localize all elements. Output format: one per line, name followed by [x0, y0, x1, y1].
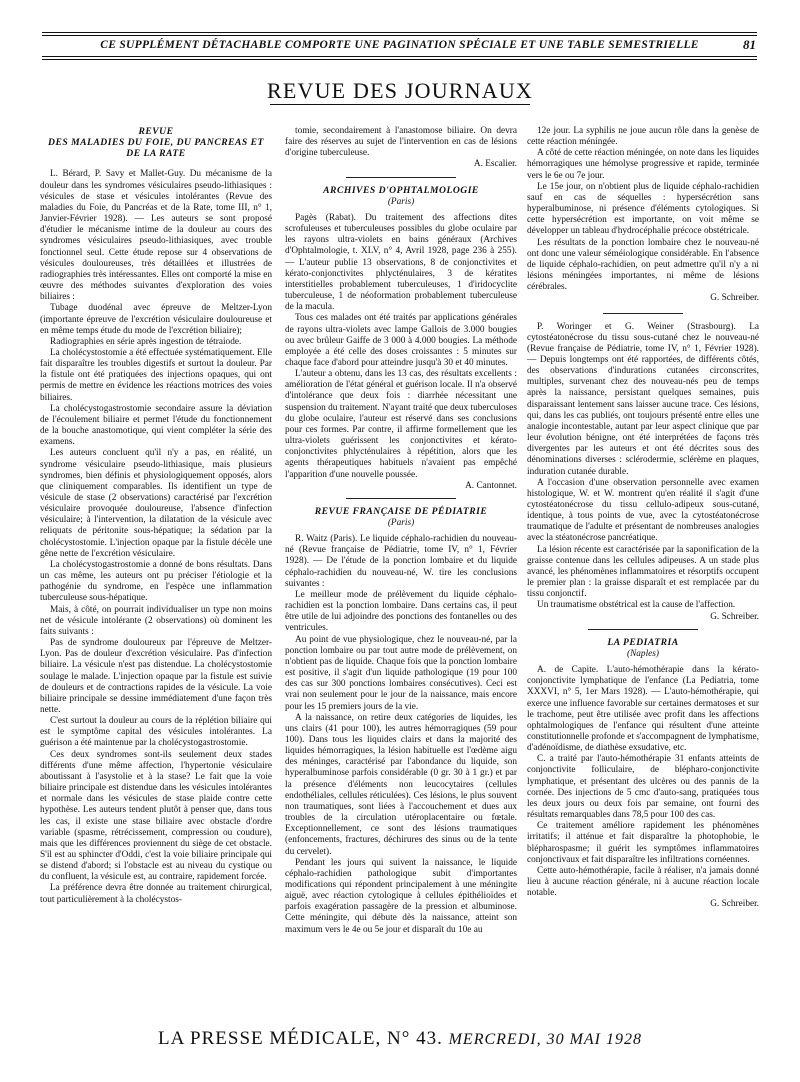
article-paragraph: 12e jour. La syphilis ne joue aucun rôle dans la genèse de cette réaction méningée. [527, 126, 759, 148]
footer [0, 1028, 800, 1050]
article-paragraph: Mais, à côté, on pourrait individualiser un type non moins net de vésicule intolérante (2 observations) où dominent les faits suivants : [40, 604, 272, 637]
article-paragraph: Les résultats de la ponction lombaire chez le nouveau-né ont donc une valeur séméiologique considérable. En l'absence de liquide céphalo-rachidien, on peut admettre qu'il n'y a ni lésions méningées importantes, ni même de lésions cérébrales. [527, 237, 759, 293]
article-paragraph: Les auteurs concluent qu'il n'y a pas, en réalité, un syndrome vésiculaire pseudo-lithiasique, mais plusieurs syndromes, bien définis et physiologiquement opposés, alors que cliniquement comparables. Ils identifient un type de vésicule de stase (2 observations) caractérisé par l'excrétion vésiculaire provoquée douloureuse, l'absence d'infection vésiculaire; à l'intervention, la dilatation de la vésicule avec reliquats de péritonite sous-hépatique; la sédation par la cholécystostomie. L'injection opaque par la fistule décèle une gêne nette de l'excrétion vésiculaire. [40, 448, 272, 559]
section-subtitle: (Paris) [387, 518, 415, 528]
author-signature: A. Cantonnet. [465, 480, 517, 491]
article-paragraph: A la naissance, on retire deux catégories de liquides, les uns clairs (41 pour 100), les autres hémorragiques (59 pour 100). Dans tous les liquides clairs et dans la majorité des liquides hémorragiques, la lésion habituelle est l'œdème aigu des méninges, caractérisé par l'abondance du liquide, son hyperalbuminose parfois considérable (0 gr. 30 à 1 gr.) et par la présence d'éléments non leucocytaires (cellules endothéliales, cellules réticulées). Ces lésions, le plus souvent non traumatiques, sont liées à l'accouchement et dues aux troubles de la circulation utéroplacentaire ou fœtale. Exceptionnellement, ce sont des lésions traumatiques (enfoncements, fractures, déchirures des sinus ou de la tente du cervelet). [285, 712, 517, 857]
page-title: REVUE DES JOURNAUX [266, 78, 534, 103]
article-paragraph: Le meilleur mode de prélèvement du liquide céphalo-rachidien est la ponction lombaire. Dans certains cas, il peut être utile de lui adjoindre des ponctions des fontanelles ou des ventricules. [285, 589, 517, 634]
article-paragraph: Ce traitement améliore rapidement les phénomènes irritatifs; il atténue et fait disparaître la photophobie, le blépharospasme; il guérit les symptômes inflammatoires conjonctivaux et fait disparaître les infiltrations cornéennes. [527, 821, 759, 865]
article-paragraph: Le 15e jour, on n'obtient plus de liquide céphalo-rachidien sauf en cas de séquelles : hypersécrétion sans hyperalbuminose, ni présence d'éléments cytologiques. Si cette hypersécrétion est importante, on voit même se développer un tableau d'hydrocéphalie précoce obstétricale. [527, 181, 759, 237]
article-paragraph: C. a traité par l'auto-hémothérapie 31 enfants atteints de conjonctivite folliculaire, de blépharo-conjonctivite lymphatique, et présentant des ulcères ou des pannis de la cornée. Des injections de 5 cmc d'auto-sang, pratiquées tous les deux jours ou deux fois par semaine, ont fourni des résultats remarquables dans 78,5 pour 100 des cas. [527, 754, 759, 821]
author-signature: G. Schreiber. [710, 899, 759, 910]
page-number: 81 [743, 37, 756, 52]
article-paragraph: A l'occasion d'une observation personnelle avec examen histologique, W. et W. montrent qu'en réalité il s'agit d'une cytostéatonécrose du tissu cellulo-adipeux sous-cutané, identique, à tous points de vue, avec la cytostéatonécrose traumatique de l'adulte et présentant de nombreuses analogies avec la stéatonécrose pancréatique. [527, 477, 759, 544]
article-paragraph: A. de Capite. L'auto-hémothérapie dans la kérato-conjonctivite lymphatique de l'enfance (La Pediatria, tome XXXVI, n° 5, 1er Mars 1928). — L'auto-hémothérapie, qui exerce une influence favorable sur certaines dermatoses et sur le trachome, peut être utilisée avec profit dans les affections ophtalmologiques de l'enfance qui résultent d'une atteinte constitutionnelle profonde et s'accompagnent de lymphatisme, d'adénoïdisme, de diathèse exsudative, etc. [527, 665, 759, 754]
running-header: CE SUPPLÉMENT DÉTACHABLE COMPORTE UNE PAGINATION SPÉCIALE ET UNE TABLE SEMESTRIELLE [100, 39, 699, 51]
article-paragraph: La cholécystostomie a été effectuée systématiquement. Elle fait disparaître les troubles digestifs et surtout la douleur. Par la fistule ont été pratiquées des injections opaques, qui ont permis de mettre en évidence les réactions motrices des voies biliaires. [40, 347, 272, 403]
article-paragraph: La cholécystogastrostomie a donné de bons résultats. Dans un cas même, les auteurs ont pu préciser l'étiologie et la pathogénie du syndrome, en l'espèce une inflammation tuberculeuse sous-hépatique. [40, 559, 272, 604]
article-paragraph: P. Woringer et G. Weiner (Strasbourg). La cytostéatonécrose du tissu sous-cutané chez le nouveau-né (Revue française de Pédiatrie, tome IV, n° 1, Février 1928). — Depuis longtemps ont été rapportées, de différents côtés, des observations d'indurations cutanées circonscrites, multiples, survenant chez des nouveau-nés peu de temps après la naissance, persistant quelques semaines, puis disparaissant lentement sans laisser aucune trace. Ces lésions, qui, dans les cas publiés, ont toujours présenté entre elles une analogie incontestable, autant par leur aspect clinique que par leur évolution bénigne, ont été interprétées de façons très divergentes par les auteurs et ont été décrites sous des dénominations diverses : sclérodermie, sclérème en plaques, induration cutanée durable. [527, 321, 759, 477]
article-paragraph: Tous ces malades ont été traités par applications générales de rayons ultra-violets avec lampe Gallois de 3.000 bougies ou avec brûleur Gaiffe de 3 000 à 4.000 bougies. La méthode employée a été celle des doses croissantes : 5 minutes sur chaque face d'abord pour atteindre jusqu'à 30 et 40 minutes. [285, 313, 517, 368]
footer-journal: LA PRESSE MÉDICALE, N° 43. [158, 1028, 443, 1049]
section-title: REVUE [138, 126, 174, 137]
section-subtitle: (Paris) [387, 196, 415, 207]
article-paragraph: La cholécystogastrostomie secondaire assure la déviation de l'écoulement biliaire et permet l'étude du fonctionnement de la bouche anastomotique, qui vient compléter la série des examens. [40, 403, 272, 448]
header-bottom-rule [42, 56, 757, 60]
article-paragraph: Pagès (Rabat). Du traitement des affections dites scrofuleuses et tuberculeuses possibles du globe oculaire par les rayons ultra-violets en bains généraux (Archives d'Ophtalmologie, t. XLV, n° 4, Avril 1928, page 236 à 255). — L'auteur publie 13 observations, 8 de conjonctivites et kérato-conjonctivites phlycténulaires, 3 de kératites interstitielles probablement tuberculeuses, 1 d'iridocyclite tuberculeuse, 1 de néoformation probablement tuberculeuse de la macula. [285, 212, 517, 313]
section-subtitle: DES MALADIES DU FOIE, DU PANCREAS ET DE LA RATE [48, 137, 264, 160]
section-title: ARCHIVES D'OPHTALMOLOGIE [323, 184, 479, 196]
article-paragraph: A côté de cette réaction méningée, on note dans les liquides hémorragiques une hémolyse progressive et rapide, terminée vers le 6e ou 7e jour. [527, 148, 759, 181]
author-signature: G. Schreiber. [710, 293, 759, 304]
column-3 [527, 126, 759, 916]
article-paragraph: R. Waitz (Paris). Le liquide céphalo-rachidien du nouveau-né (Revue française de Pédiatrie, tome IV, n° 1, Février 1928). — De l'étude de la ponction lombaire et du liquide céphalo-rachidien du nouveau-né, W. tire les conclusions suivantes : [285, 534, 517, 589]
article-paragraph: Cette auto-hémothérapie, facile à réaliser, n'a jamais donné lieu à aucune réaction générale, ni à aucune réaction locale notable. [527, 865, 759, 899]
article-paragraph: Pas de syndrome douloureux par l'épreuve de Meltzer-Lyon. Pas de douleur d'excrétion vésiculaire. Pas d'infection biliaire. La vésicule n'est pas distendue. La cholécystostomie soulage le malade. L'injection opaque par la fistule est suivie de douleurs et de contractions rapides de la vésicule. La voie biliaire principale se dessine immédiatement d'une façon très nette. [40, 638, 272, 715]
article-paragraph: C'est surtout la douleur au cours de la réplétion biliaire qui est le symptôme capital des vésicules intolérantes. La guérison a été maintenue par la cholécystogastrostomie. [40, 716, 272, 749]
article-paragraph: L. Bérard, P. Savy et Mallet-Guy. Du mécanisme de la douleur dans les syndromes vésiculaires pseudo-lithiasiques : vésicules de stase et vésicules intolérantes (Revue des maladies du Foie, du Pancréas et de la Rate, tome III, n° 1, Janvier-Février 1928). — Les auteurs se sont proposé d'étudier le mécanisme intime de la douleur au cours des syndromes vésiculaires pseudo-lithiasiques, avec trouble fonctionnel seul. Cette étude repose sur 4 observations de vésicules douloureuses, très détaillées et illustrées de radiographies très intéressantes. Elles ont comporté la mise en œuvre des méthodes suivantes d'exploration des voies biliaires : [40, 169, 272, 303]
section-subtitle: (Naples) [626, 648, 660, 659]
column-2 [285, 126, 517, 936]
title-rule [270, 104, 530, 105]
article-paragraph: tomie, secondairement à l'anastomose biliaire. On devra faire des réserves au sujet de l'intervention en cas de lésions d'origine tuberculeuse. [285, 126, 517, 159]
section-title: LA PEDIATRIA [607, 636, 679, 648]
article-paragraph: L'auteur a obtenu, dans les 13 cas, des résultats excellents : amélioration de l'état général et guérison locale. Il n'a observé d'intolérance que deux fois : diarrhée nécessitant une suspension du traitement. N'ayant traité que deux tuberculoses du globe oculaire, l'auteur est réservé dans ses conclusions pour ces formes. Par contre, il affirme formellement que les ultra-violets guérissent les conjonctivites et kérato-conjonctivites phlycténulaires à répétition, alors que les agents thérapeutiques habituels n'avaient pas empêché l'apparition d'une nouvelle poussée. [285, 369, 517, 480]
article-paragraph: La préférence devra être donnée au traitement chirurgical, tout particulièrement à la cholécystos- [40, 883, 272, 905]
article-paragraph: Pendant les jours qui suivent la naissance, le liquide céphalo-rachidien pathologique subit d'importantes modifications qui répondent principalement à une méningite aiguë, avec réaction cytologique à cellules épithélioïdes et parfois exagération passagère de la pression et albuminose. Cette méningite, qui débute dès la naissance, atteint son maximum vers le 4e ou 5e jour et disparaît du 10e au [285, 857, 517, 935]
section-divider [346, 177, 456, 178]
article-paragraph: Radiographies en série après ingestion de tétraiode. [50, 336, 242, 347]
article-divider [603, 313, 683, 314]
article-paragraph: Ces deux syndromes sont-ils seulement deux stades différents d'une même affection, l'hypertonie vésiculaire aboutissant à l'asystolie et à la stase? Le fait que la voie biliaire principale est distendue dans les vésicules intolérantes et normale dans les vésicules de stase plaide contre cette hypothèse. Les auteurs tendent plutôt à penser que, dans tous les cas, il existe une stase biliaire avec obstacle d'ordre variable (spasme, rétrécissement, compression ou coudure), mais que les différences proviennent du siège de cet obstacle. S'il est au sphincter d'Oddi, c'est la voie biliaire principale qui se distend d'abord; si l'obstacle est au niveau du cystique ou du confluent, la vésicule est, au contraire, rapidement forcée. [40, 749, 272, 883]
article-paragraph: Un traumatisme obstétrical est la cause de l'affection. [537, 600, 736, 611]
article-paragraph: Au point de vue physiologique, chez le nouveau-né, par la ponction lombaire ou par tout autre mode de prélèvement, on n'obtient pas de liquide. Chaque fois que la ponction lombaire est positive, il s'agit d'un liquide pathologique (19 pour 100 des cas sur 300 ponctions lombaires consécutives). Ceci est vrai non seulement pour le jour de la naissance, mais encore pour les 15 premiers jours de la vie. [285, 634, 517, 712]
header-top-rule [42, 32, 757, 36]
column-1 [40, 126, 272, 906]
article-paragraph: Tubage duodénal avec épreuve de Meltzer-Lyon (importante épreuve de l'excrétion vésiculaire douloureuse et en même temps étude du mode de l'excrétion biliaire); [40, 303, 272, 336]
author-signature: G. Schreiber. [710, 611, 759, 622]
section-divider [588, 629, 698, 630]
author-signature: A. Escalier. [473, 159, 517, 170]
section-title: REVUE FRANÇAISE DE PÉDIATRIE [314, 505, 488, 517]
footer-date: MERCREDI, 30 MAI 1928 [448, 1031, 642, 1048]
section-divider [346, 498, 456, 499]
article-paragraph: La lésion récente est caractérisée par la saponification de la graisse contenue dans les cellules adipeuses. A un stade plus avancé, les phénomènes inflammatoires et résorptifs occupent le premier plan : la graisse disparaît et est remplacée par du tissu conjonctif. [527, 544, 759, 600]
